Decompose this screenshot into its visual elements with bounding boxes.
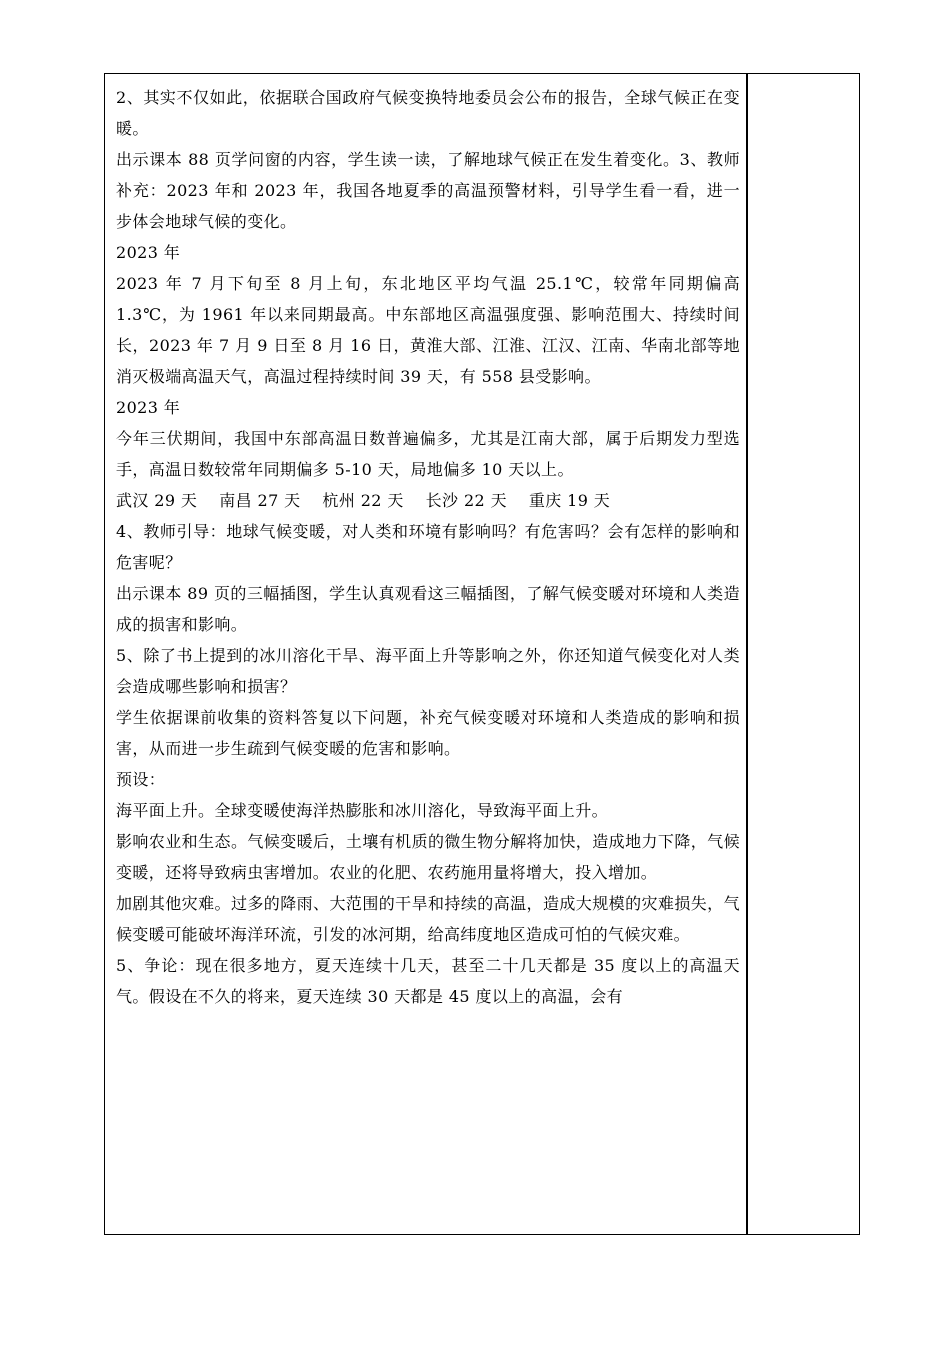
notes-cell	[748, 74, 859, 1234]
paragraph-teacher-guide: 4、教师引导：地球气候变暖，对人类和环境有影响吗？有危害吗？会有怎样的影响和危害呢？	[116, 522, 740, 572]
paragraph-agriculture: 影响农业和生态。气候变暖后，土壤有机质的微生物分解将加快，造成地力下降，气候变暖，还将导致病虫害增加。农业的化肥、农药施用量将增大，投入增加。	[116, 832, 740, 882]
paragraph-student-answers: 学生依据课前收集的资料答复以下问题，补充气候变暖对环境和人类造成的影响和损害，从而进一步生疏到气候变暖的危害和影响。	[116, 708, 740, 758]
paragraph-preset-label: 预设：	[116, 770, 166, 789]
paragraph-textbook-88: 出示课本 88 页学问窗的内容，学生读一读，了解地球气候正在发生着变化。3、教师补充：2023 年和 2023 年，我国各地夏季的高温预警材料，引导学生看一看，进一步体会地球气候的变化。	[116, 150, 740, 231]
paragraph-disasters: 加剧其他灾难。过多的降雨、大范围的干旱和持续的高温，造成大规模的灾难损失，气候变暖可能破坏海洋环流，引发的冰河期，给高纬度地区造成可怕的气候灾难。	[116, 894, 740, 944]
lesson-table	[104, 73, 860, 1235]
paragraph-textbook-89: 出示课本 89 页的三幅插图，学生认真观看这三幅插图，了解气候变暖对环境和人类造成的损害和影响。	[116, 584, 740, 634]
paragraph-year-heading-1: 2023 年	[116, 243, 181, 262]
paragraph-glacier-question: 5、除了书上提到的冰川溶化干旱、海平面上升等影响之外，你还知道气候变化对人类会造成哪些影响和损害？	[116, 646, 740, 696]
paragraph-debate: 5、争论：现在很多地方，夏天连续十几天，甚至二十几天都是 35 度以上的高温天气。假设在不久的将来，夏天连续 30 天都是 45 度以上的高温，会有	[116, 956, 740, 1006]
paragraph-year-heading-2: 2023 年	[116, 398, 181, 417]
paragraph-ipcc-report: 2、其实不仅如此，依据联合国政府气候变换特地委员会公布的报告，全球气候正在变暖。	[116, 88, 740, 138]
lesson-content-cell	[116, 82, 740, 1012]
paragraph-northeast-heat: 2023 年 7 月下旬至 8 月上旬，东北地区平均气温 25.1℃，较常年同期偏高 1.3℃，为 1961 年以来同期最高。中东部地区高温强度强、影响范围大、持续时间长，2023 年 7 月 9 日至 8 月 16 日，黄淮大部、江淮、江汉、江南、华南北部等地消灭极端高温天气，高温过程持续时间 39 天，有 558 县受影响。	[116, 274, 740, 386]
paragraph-sea-level: 海平面上升。全球变暖使海洋热膨胀和冰川溶化，导致海平面上升。	[116, 801, 609, 820]
paragraph-city-heat-days: 武汉 29 天 南昌 27 天 杭州 22 天 长沙 22 天 重庆 19 天	[116, 491, 611, 510]
paragraph-sanfu-heat: 今年三伏期间，我国中东部高温日数普遍偏多，尤其是江南大部，属于后期发力型选手，高温日数较常年同期偏多 5-10 天，局地偏多 10 天以上。	[116, 429, 740, 479]
